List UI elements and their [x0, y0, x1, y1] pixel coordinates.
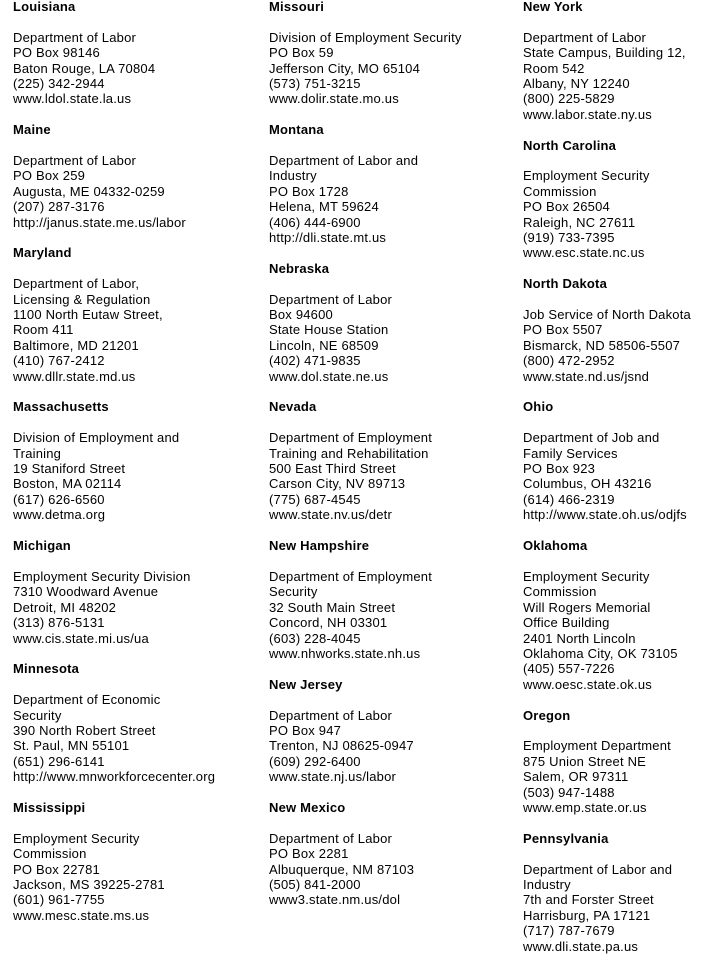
state-name-heading: Oklahoma [523, 538, 588, 554]
address-line: (410) 767-2412 [13, 353, 105, 369]
state-entry [13, 399, 263, 522]
address-line: Baltimore, MD 21201 [13, 337, 139, 353]
address-line: (617) 626-6560 [13, 491, 105, 507]
website-url: www.dli.state.pa.us [523, 938, 639, 954]
address-line: Security [269, 584, 318, 600]
state-name-heading: Montana [269, 122, 324, 138]
address-line: 19 Staniford Street [13, 461, 126, 477]
state-entry [523, 831, 721, 954]
address-block [13, 276, 263, 384]
address-block [523, 862, 721, 954]
state-name-heading: New Jersey [269, 676, 343, 692]
address-line: PO Box 26504 [523, 199, 610, 215]
website-url: www.esc.state.nc.us [523, 245, 645, 261]
address-block [523, 430, 721, 522]
address-block [269, 831, 517, 908]
address-line: Jackson, MS 39225-2781 [13, 876, 165, 892]
address-line: (609) 292-6400 [269, 753, 361, 769]
address-block [269, 30, 517, 107]
address-line: PO Box 1728 [269, 183, 349, 199]
address-line: Trenton, NJ 08625-0947 [269, 738, 414, 754]
state-name-heading: Nevada [269, 399, 317, 415]
address-line: Training [13, 445, 62, 461]
website-url: www.mesc.state.ms.us [13, 907, 150, 923]
address-line: (225) 342-2944 [13, 76, 105, 92]
state-entry [523, 276, 721, 384]
address-line: (406) 444-6900 [269, 214, 361, 230]
directory-column-middle [269, 0, 517, 923]
address-line: (505) 841-2000 [269, 876, 361, 892]
address-line: (601) 961-7755 [13, 892, 105, 908]
address-line: Boston, MA 02114 [13, 476, 122, 492]
address-line: Salem, OR 97311 [523, 769, 629, 785]
address-line: Department of Economic [13, 692, 161, 708]
address-line: Jefferson City, MO 65104 [269, 60, 420, 76]
address-line: Room 542 [523, 60, 585, 76]
address-line: Department of Labor [269, 291, 393, 307]
address-line: Lincoln, NE 68509 [269, 337, 379, 353]
address-line: Albuquerque, NM 87103 [269, 861, 415, 877]
address-line: Department of Employment [269, 430, 433, 446]
address-line: Albany, NY 12240 [523, 76, 630, 92]
state-entry [523, 138, 721, 261]
address-line: PO Box 2281 [269, 846, 349, 862]
address-line: Commission [523, 584, 597, 600]
state-entry [13, 245, 263, 384]
state-name-heading: Minnesota [13, 661, 80, 677]
address-line: 7th and Forster Street [523, 892, 654, 908]
directory-column-left [13, 0, 263, 939]
address-block [523, 307, 721, 384]
website-url: www.ldol.state.la.us [13, 91, 132, 107]
address-line: Augusta, ME 04332-0259 [13, 183, 165, 199]
website-url: www.emp.state.or.us [523, 799, 647, 815]
address-line: Room 411 [13, 322, 74, 338]
state-entry [523, 399, 721, 522]
address-line: (313) 876-5131 [13, 615, 105, 631]
address-line: PO Box 98146 [13, 45, 100, 61]
address-block [269, 153, 517, 245]
address-line: Division of Employment Security [269, 29, 462, 45]
address-line: Helena, MT 59624 [269, 199, 379, 215]
address-block [523, 30, 721, 122]
state-entry [523, 0, 721, 122]
address-line: 875 Union Street NE [523, 753, 647, 769]
state-name-heading: Maine [13, 122, 51, 138]
address-block [523, 738, 721, 815]
address-line: Department of Labor, [13, 276, 140, 292]
state-name-heading: Louisiana [13, 0, 76, 14]
address-line: Security [13, 707, 62, 723]
address-line: Department of Employment [269, 568, 433, 584]
address-line: State House Station [269, 322, 389, 338]
address-line: PO Box 923 [523, 461, 596, 477]
state-entry [269, 538, 517, 661]
address-line: Department of Labor [13, 29, 137, 45]
state-entry [269, 399, 517, 522]
state-entry [269, 122, 517, 245]
address-line: PO Box 5507 [523, 322, 603, 338]
address-line: (402) 471-9835 [269, 353, 361, 369]
address-line: (919) 733-7395 [523, 230, 615, 246]
address-line: (207) 287-3176 [13, 199, 105, 215]
state-entry [13, 0, 263, 107]
address-block [13, 692, 263, 784]
website-url: www.nhworks.state.nh.us [269, 645, 421, 661]
address-line: Employment Department [523, 738, 671, 754]
state-name-heading: North Carolina [523, 137, 617, 153]
state-name-heading: North Dakota [523, 276, 608, 292]
state-entry [269, 800, 517, 908]
address-line: (405) 557-7226 [523, 661, 615, 677]
state-name-heading: New Hampshire [269, 538, 370, 554]
state-entry [523, 538, 721, 692]
address-line: PO Box 947 [269, 722, 342, 738]
state-name-heading: Ohio [523, 399, 554, 415]
address-line: 7310 Woodward Avenue [13, 584, 159, 600]
directory-column-right [523, 0, 721, 963]
state-entry [269, 677, 517, 785]
address-line: Industry [523, 876, 571, 892]
state-entry [269, 261, 517, 384]
address-line: 32 South Main Street [269, 599, 396, 615]
address-line: (800) 225-5829 [523, 91, 615, 107]
address-line: Oklahoma City, OK 73105 [523, 645, 678, 661]
address-line: Columbus, OH 43216 [523, 476, 652, 492]
address-line: PO Box 259 [13, 168, 86, 184]
address-line: Division of Employment and [13, 430, 180, 446]
address-block [269, 708, 517, 785]
website-url: www.dllr.state.md.us [13, 368, 136, 384]
address-line: (614) 466-2319 [523, 491, 615, 507]
address-line: Department of Job and [523, 430, 660, 446]
address-line: Commission [523, 183, 597, 199]
address-line: St. Paul, MN 55101 [13, 738, 130, 754]
address-line: (603) 228-4045 [269, 630, 361, 646]
address-line: (651) 296-6141 [13, 753, 105, 769]
address-line: Department of Labor [269, 830, 393, 846]
state-entry [13, 122, 263, 230]
state-name-heading: Michigan [13, 538, 71, 554]
state-entry [13, 661, 263, 784]
address-line: Licensing & Regulation [13, 291, 151, 307]
address-block [13, 430, 263, 522]
address-block [269, 430, 517, 522]
address-line: Concord, NH 03301 [269, 615, 388, 631]
website-url: www.cis.state.mi.us/ua [13, 630, 149, 646]
website-url: www.dolir.state.mo.us [269, 91, 399, 107]
state-entry [13, 800, 263, 923]
address-block [523, 569, 721, 692]
state-name-heading: New Mexico [269, 799, 346, 815]
address-line: Harrisburg, PA 17121 [523, 907, 651, 923]
state-entry [13, 538, 263, 646]
website-url: www.oesc.state.ok.us [523, 676, 652, 692]
address-line: Department of Labor [523, 29, 647, 45]
website-url: www.dol.state.ne.us [269, 368, 389, 384]
address-line: 390 North Robert Street [13, 722, 156, 738]
website-url: http://www.mnworkforcecenter.org [13, 769, 216, 785]
address-line: Employment Security [523, 168, 650, 184]
state-name-heading: Pennsylvania [523, 830, 609, 846]
address-line: 2401 North Lincoln [523, 630, 636, 646]
address-line: Department of Labor [13, 153, 137, 169]
address-line: (775) 687-4545 [269, 491, 361, 507]
address-block [269, 569, 517, 661]
address-line: Employment Security [13, 830, 140, 846]
website-url: www.detma.org [13, 507, 106, 523]
address-block [523, 168, 721, 260]
state-name-heading: Nebraska [269, 260, 330, 276]
state-name-heading: Missouri [269, 0, 325, 14]
address-line: PO Box 22781 [13, 861, 100, 877]
address-block [13, 30, 263, 107]
website-url: www.state.nj.us/labor [269, 769, 397, 785]
website-url: www3.state.nm.us/dol [269, 892, 401, 908]
website-url: www.state.nd.us/jsnd [523, 368, 650, 384]
address-line: Commission [13, 846, 87, 862]
address-line: Department of Labor [269, 707, 393, 723]
address-line: Employment Security Division [13, 568, 191, 584]
address-line: Office Building [523, 615, 610, 631]
address-line: 1100 North Eutaw Street, [13, 307, 163, 323]
address-line: (503) 947-1488 [523, 784, 615, 800]
address-line: Raleigh, NC 27611 [523, 214, 636, 230]
address-line: State Campus, Building 12, [523, 45, 686, 61]
website-url: http://janus.state.me.us/labor [13, 214, 186, 230]
address-line: Bismarck, ND 58506-5507 [523, 337, 681, 353]
state-name-heading: New York [523, 0, 583, 14]
website-url: www.labor.state.ny.us [523, 106, 652, 122]
website-url: www.state.nv.us/detr [269, 507, 392, 523]
address-line: Department of Labor and [523, 861, 673, 877]
address-line: Baton Rouge, LA 70804 [13, 60, 156, 76]
address-block [13, 569, 263, 646]
address-block [269, 292, 517, 384]
state-name-heading: Oregon [523, 707, 571, 723]
address-line: Carson City, NV 89713 [269, 476, 406, 492]
state-entry [523, 708, 721, 816]
address-line: PO Box 59 [269, 45, 334, 61]
address-line: (573) 751-3215 [269, 76, 361, 92]
address-line: Training and Rehabilitation [269, 445, 429, 461]
address-line: Will Rogers Memorial [523, 599, 651, 615]
address-line: Job Service of North Dakota [523, 307, 691, 323]
address-block [13, 831, 263, 923]
website-url: http://dli.state.mt.us [269, 230, 387, 246]
state-name-heading: Mississippi [13, 799, 86, 815]
address-line: Box 94600 [269, 307, 333, 323]
address-line: Family Services [523, 445, 618, 461]
state-name-heading: Maryland [13, 245, 72, 261]
address-line: Detroit, MI 48202 [13, 599, 117, 615]
address-line: (800) 472-2952 [523, 353, 615, 369]
state-name-heading: Massachusetts [13, 399, 109, 415]
state-entry [269, 0, 517, 107]
address-line: (717) 787-7679 [523, 923, 615, 939]
website-url: http://www.state.oh.us/odjfs [523, 507, 687, 523]
address-line: Department of Labor and [269, 153, 419, 169]
address-line: Employment Security [523, 568, 650, 584]
address-block [13, 153, 263, 230]
address-line: Industry [269, 168, 317, 184]
address-line: 500 East Third Street [269, 461, 396, 477]
